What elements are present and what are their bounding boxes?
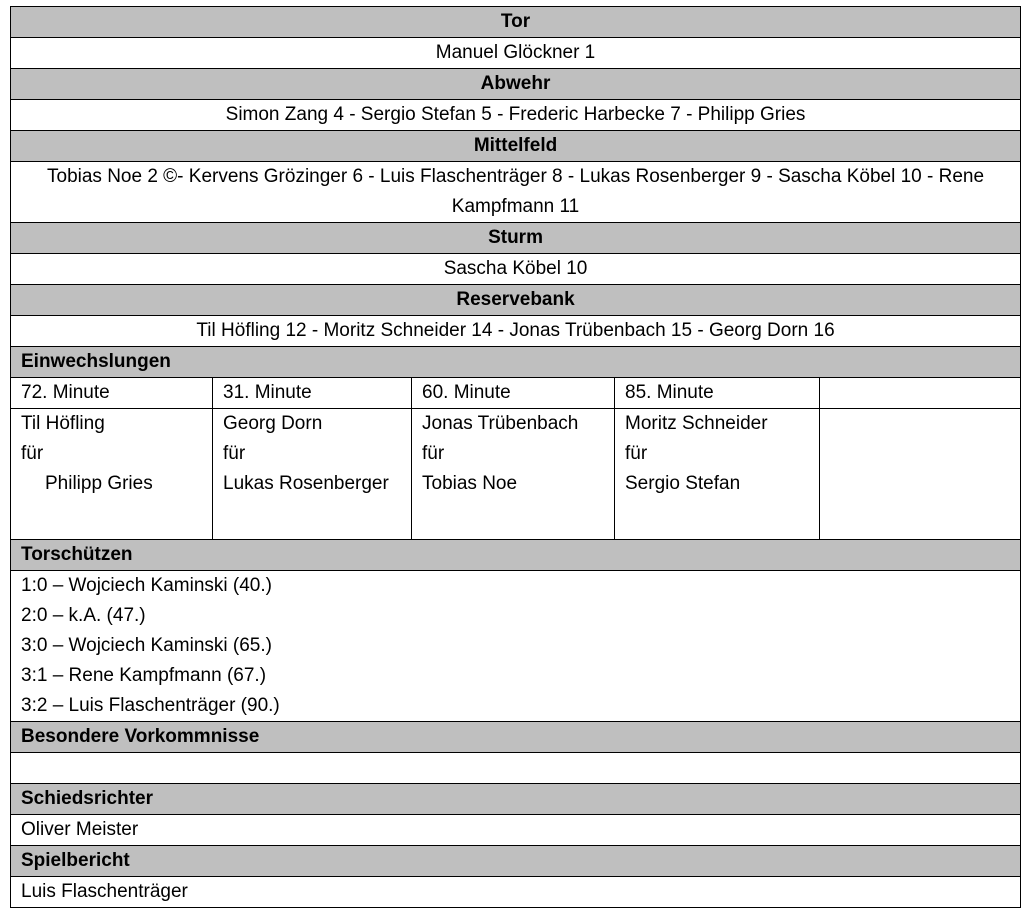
goal-entry: 1:0 – Wojciech Kaminski (40.) bbox=[21, 575, 272, 596]
sturm-players: Sascha Köbel 10 bbox=[11, 254, 1021, 285]
section-header-einwechslungen: Einwechslungen bbox=[11, 347, 1021, 378]
tor-players: Manuel Glöckner 1 bbox=[11, 38, 1021, 69]
sub-detail bbox=[615, 409, 820, 540]
sub-player-in: Moritz Schneider bbox=[625, 413, 768, 434]
sub-player-out: Philipp Gries bbox=[45, 473, 153, 494]
section-header-mittelfeld: Mittelfeld bbox=[11, 131, 1021, 162]
sub-detail-empty bbox=[820, 409, 1021, 540]
sub-player-out: Sergio Stefan bbox=[625, 473, 741, 494]
mittelfeld-players: Tobias Noe 2 ©- Kervens Grözinger 6 - Luis Flaschenträger 8 - Lukas Rosenberger 9 - Sascha Köbel 10 - Rene Kampfmann 11 bbox=[11, 162, 1021, 223]
sub-minute-empty bbox=[820, 378, 1021, 409]
goal-entry: 3:1 – Rene Kampfmann (67.) bbox=[21, 665, 267, 686]
sub-player-out: Tobias Noe bbox=[422, 473, 518, 494]
match-report-table bbox=[10, 6, 1021, 908]
section-header-abwehr: Abwehr bbox=[11, 69, 1021, 100]
sub-fuer: für bbox=[625, 443, 648, 464]
section-header-torschuetzen: Torschützen bbox=[11, 540, 1021, 571]
sub-player-in: Georg Dorn bbox=[223, 413, 323, 434]
goal-list bbox=[11, 571, 1021, 722]
sub-detail bbox=[11, 409, 213, 540]
sub-minute: 85. Minute bbox=[615, 378, 820, 409]
sub-player-out: Lukas Rosenberger bbox=[223, 473, 389, 494]
section-header-vorkommnisse: Besondere Vorkommnisse bbox=[11, 722, 1021, 753]
sub-detail bbox=[213, 409, 412, 540]
section-header-schiedsrichter: Schiedsrichter bbox=[11, 784, 1021, 815]
sub-fuer: für bbox=[422, 443, 445, 464]
sub-minute: 31. Minute bbox=[213, 378, 412, 409]
vorkommnisse-text bbox=[11, 753, 1021, 784]
report-author: Luis Flaschenträger bbox=[11, 877, 1021, 908]
sub-player-in: Jonas Trübenbach bbox=[422, 413, 579, 434]
section-header-tor: Tor bbox=[11, 7, 1021, 38]
sub-fuer: für bbox=[21, 443, 44, 464]
section-header-reservebank: Reservebank bbox=[11, 285, 1021, 316]
section-header-spielbericht: Spielbericht bbox=[11, 846, 1021, 877]
referee-name: Oliver Meister bbox=[11, 815, 1021, 846]
goal-entry: 2:0 – k.A. (47.) bbox=[21, 605, 146, 626]
sub-fuer: für bbox=[223, 443, 246, 464]
goal-entry: 3:0 – Wojciech Kaminski (65.) bbox=[21, 635, 272, 656]
sub-detail bbox=[412, 409, 615, 540]
section-header-sturm: Sturm bbox=[11, 223, 1021, 254]
abwehr-players: Simon Zang 4 - Sergio Stefan 5 - Frederic Harbecke 7 - Philipp Gries bbox=[11, 100, 1021, 131]
reservebank-players: Til Höfling 12 - Moritz Schneider 14 - Jonas Trübenbach 15 - Georg Dorn 16 bbox=[11, 316, 1021, 347]
goal-entry: 3:2 – Luis Flaschenträger (90.) bbox=[21, 695, 280, 716]
sub-minute: 60. Minute bbox=[412, 378, 615, 409]
sub-minute: 72. Minute bbox=[11, 378, 213, 409]
sub-player-in: Til Höfling bbox=[21, 413, 105, 434]
